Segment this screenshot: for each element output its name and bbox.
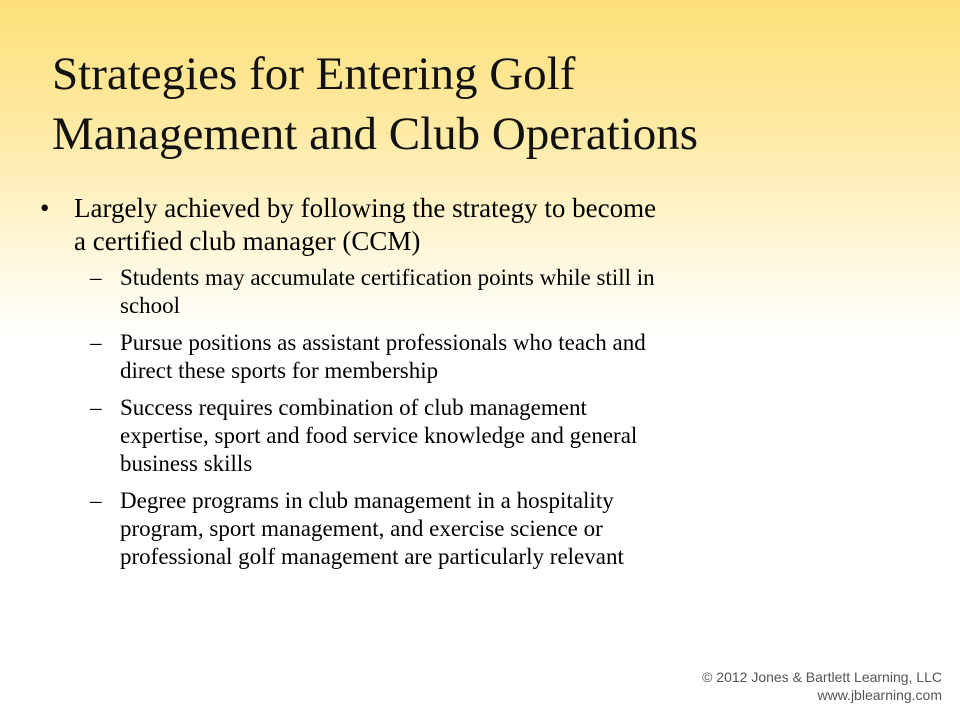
sub-bullet-line: Students may accumulate certification points while still in [120, 265, 655, 290]
bullet-marker: • [40, 193, 50, 223]
sub-bullet-line: professional golf management are particularly relevant [120, 544, 624, 569]
sub-bullet-line: Pursue positions as assistant professionals who teach and [120, 330, 646, 355]
publisher-url: www.jblearning.com [817, 687, 942, 703]
slide-title [52, 44, 922, 164]
sub-bullet-line: direct these sports for membership [120, 358, 439, 383]
bullet-text-line: Largely achieved by following the strategy to become [74, 193, 657, 223]
dash-marker: – [90, 265, 102, 290]
sub-bullet-line: program, sport management, and exercise science or [120, 516, 603, 541]
sub-bullet-line: Degree programs in club management in a hospitality [120, 488, 614, 513]
slide-content [40, 192, 920, 580]
sub-bullet-line: business skills [120, 451, 253, 476]
copyright-footer [702, 668, 942, 704]
sub-bullet-line: expertise, sport and food service knowledge and general [120, 423, 638, 448]
title-line: Management and Club Operations [52, 108, 699, 160]
sub-bullet-line: school [120, 293, 181, 318]
sub-bullet [40, 329, 920, 385]
sub-bullet-line: Success requires combination of club management [120, 395, 587, 420]
copyright-text: © 2012 Jones & Bartlett Learning, LLC [702, 669, 942, 685]
sub-bullet-list [40, 264, 920, 571]
main-bullet [40, 192, 920, 258]
dash-marker: – [90, 395, 102, 420]
dash-marker: – [90, 488, 102, 513]
title-line: Strategies for Entering Golf [52, 48, 576, 100]
sub-bullet [40, 487, 920, 571]
sub-bullet [40, 264, 920, 320]
bullet-text-line: a certified club manager (CCM) [74, 226, 421, 256]
sub-bullet [40, 394, 920, 478]
dash-marker: – [90, 330, 102, 355]
